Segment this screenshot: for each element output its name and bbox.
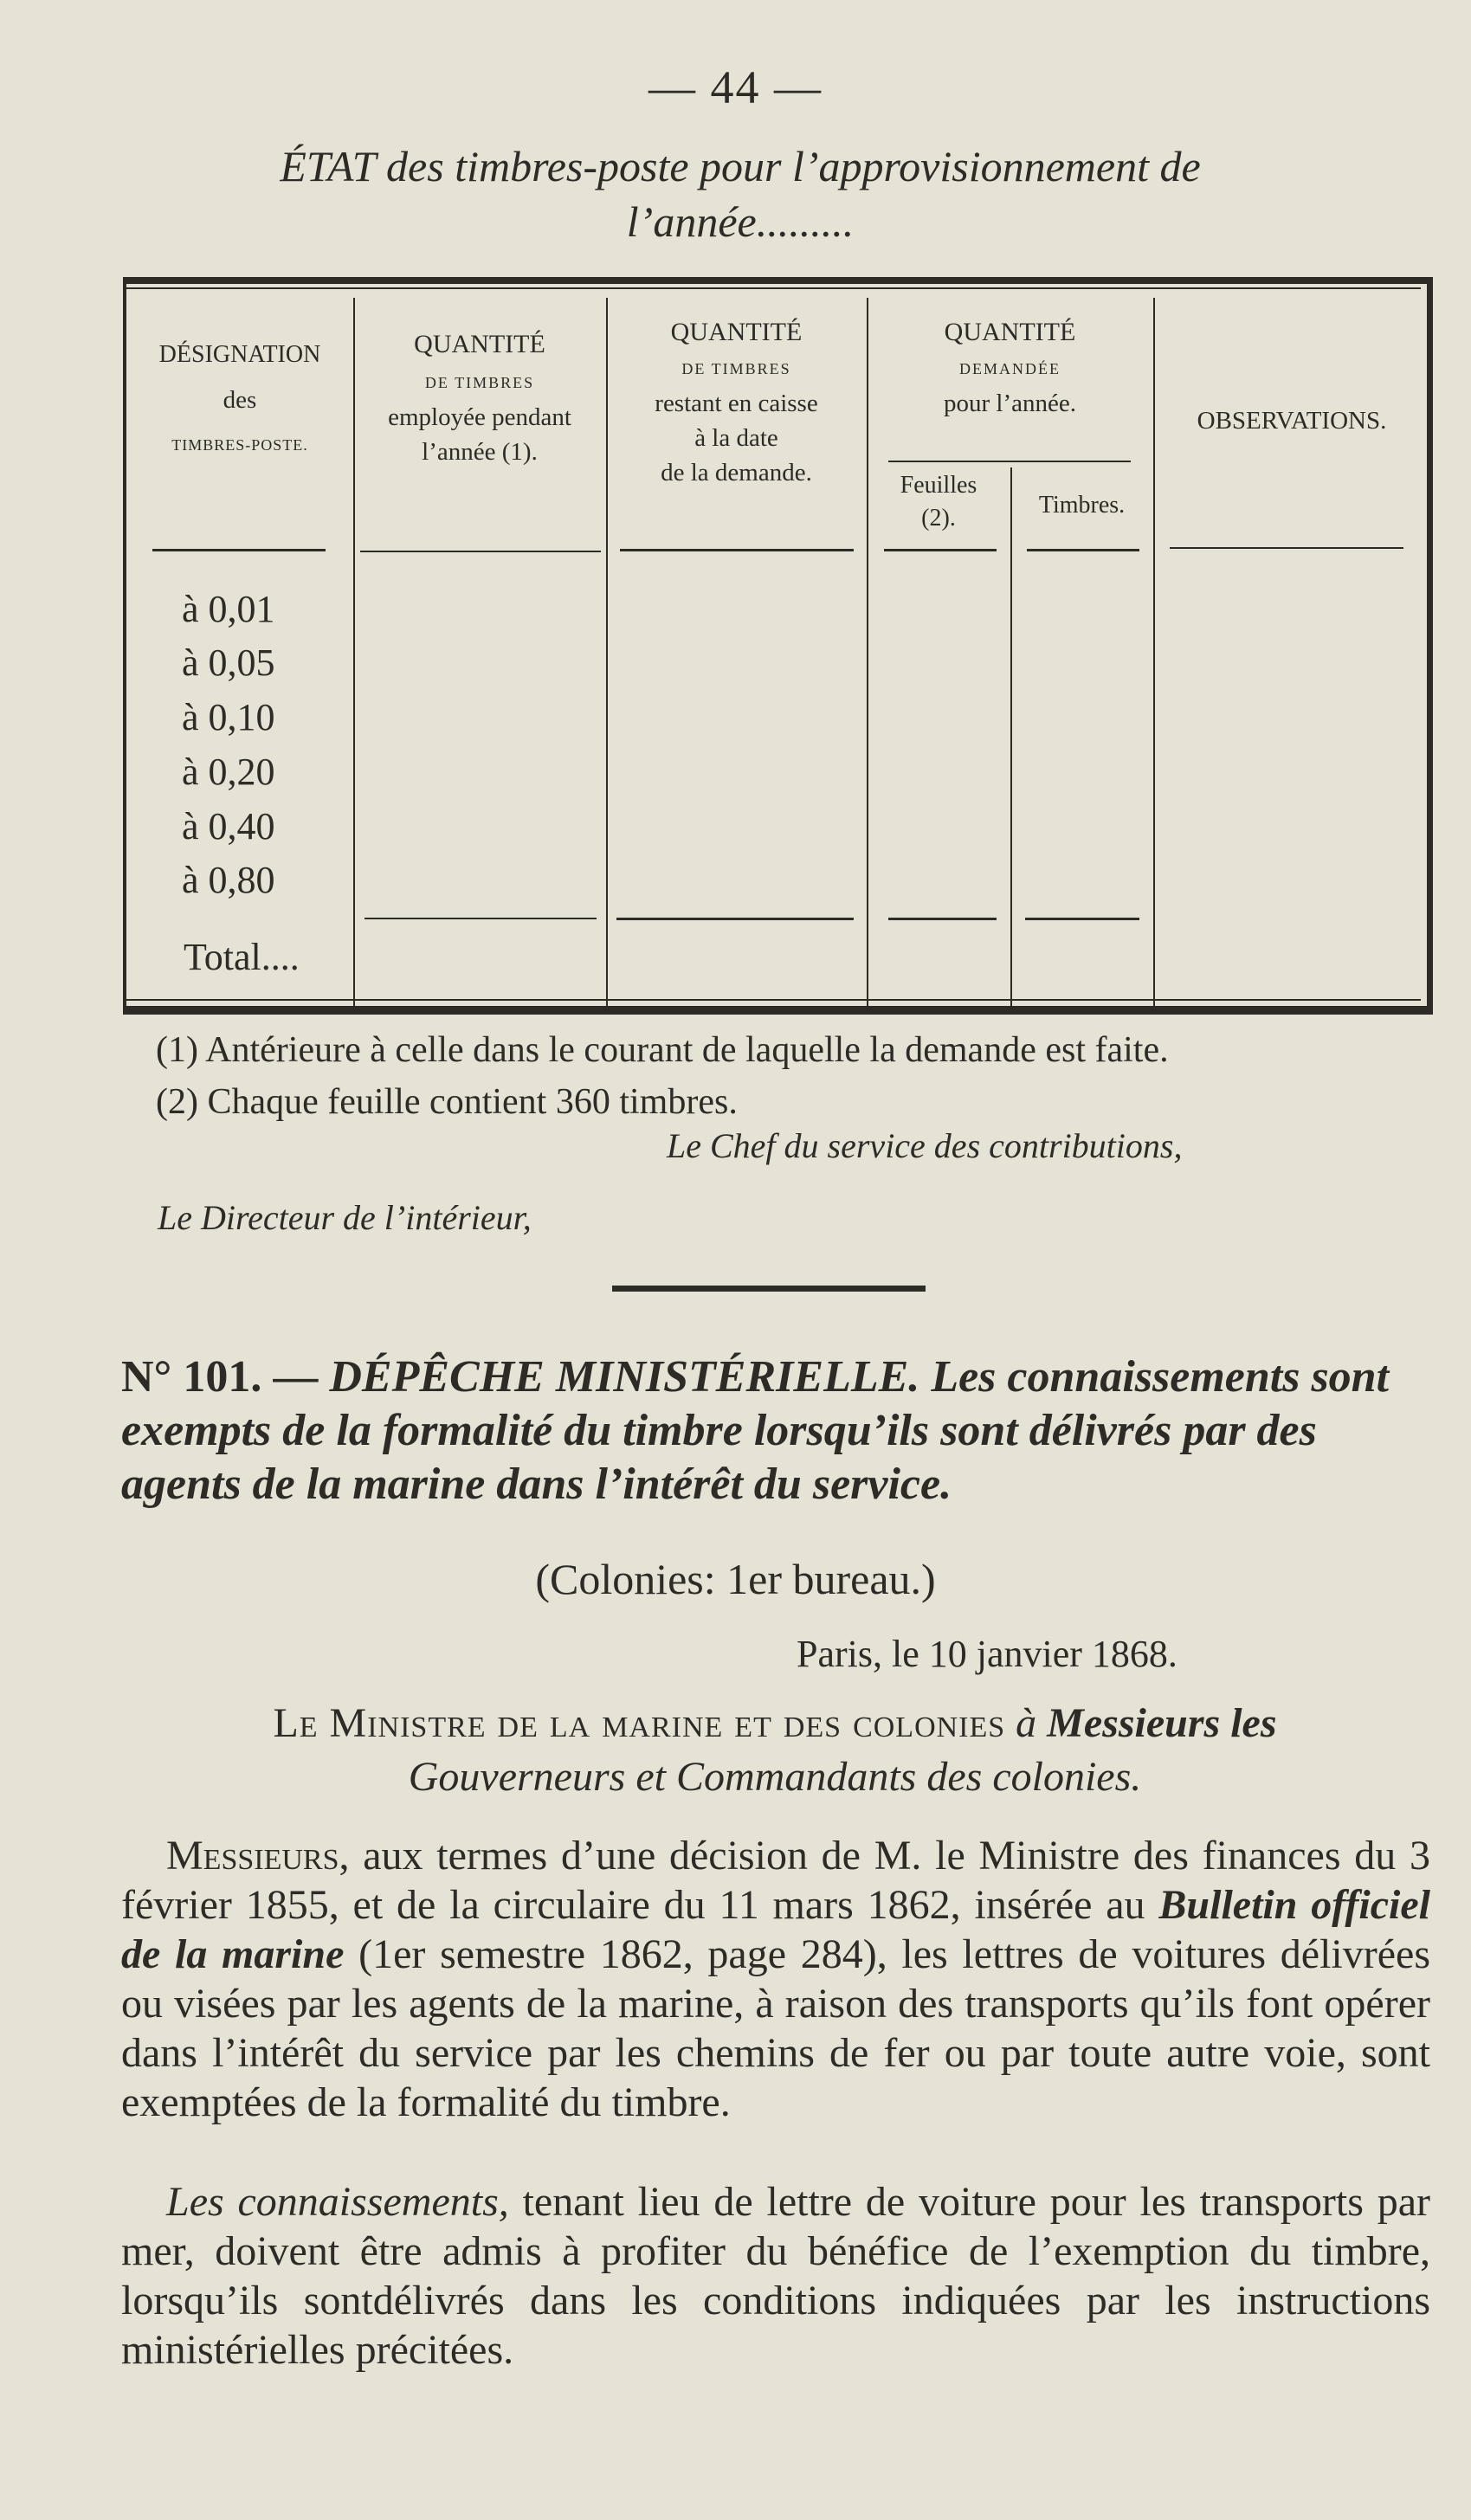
- demandee-sub-rule: [888, 461, 1131, 462]
- rate-row: à 0,01: [182, 588, 275, 630]
- rate-row: à 0,20: [182, 751, 275, 793]
- depeche-date: Paris, le 10 janvier 1868.: [797, 1633, 1177, 1675]
- para1-text-b: (1er semestre 1862, page 284), les lettres de voitures délivrées ou visées par les agents de la marine, à raison des transports qu’ils font opérer dans l’intérêt du service par les chemins de fer ou par toute autre voie, sont exemptées de la formalité du timbre.: [121, 1931, 1431, 2125]
- total-rule-4: [1025, 918, 1139, 920]
- depeche-number: N° 101. —: [121, 1352, 319, 1402]
- stamp-table: [123, 277, 1433, 1015]
- table-top-rule: [123, 277, 1433, 284]
- depeche-heading: [121, 1350, 1429, 1511]
- rate-row: à 0,40: [182, 805, 275, 848]
- header-timbres: Timbres.: [1038, 492, 1126, 519]
- salutation-messieurs: Messieurs les: [1047, 1700, 1277, 1746]
- total-rule-2: [616, 918, 854, 920]
- col-sep-feuilles: [1010, 467, 1012, 1008]
- para2-text: tenant lieu de lettre de voiture pour les transports par mer, doivent être admis à profiter du bénéfice de l’exemption du timbre, lorsqu’ils sontdélivrés dans les conditions indiquées par les instructions ministérielles précitées.: [121, 2179, 1431, 2373]
- rate-row: à 0,10: [182, 696, 275, 738]
- rate-row: à 0,05: [182, 641, 275, 684]
- salutation: [121, 1697, 1429, 1804]
- salutation-a: à: [1016, 1700, 1037, 1746]
- depeche-subtitle: (Colonies: 1er bureau.): [535, 1555, 936, 1603]
- signature-directeur: Le Directeur de l’intérieur,: [158, 1198, 532, 1237]
- paragraph-1: [121, 1831, 1430, 2127]
- table-bottom-rule-inner: [126, 999, 1421, 1001]
- para2-lead: Les connaissements,: [166, 2179, 509, 2225]
- header-rule-2: [360, 551, 601, 552]
- table-top-rule-inner: [126, 287, 1421, 289]
- footnotes: [156, 1024, 1169, 1128]
- para1-lead: Messieurs,: [166, 1833, 350, 1879]
- para1-bulletin: Bulletin officiel de la marine: [121, 1882, 1431, 1977]
- section-separator: [612, 1286, 926, 1292]
- header-designation: DÉSIGNATION des TIMBRES-POSTE.: [158, 341, 321, 454]
- table-bottom-rule: [123, 1006, 1433, 1015]
- signature-chef: Le Chef du service des contributions,: [667, 1126, 1183, 1165]
- header-rule-1: [152, 549, 326, 551]
- header-rule-5: [1027, 549, 1139, 551]
- total-rule-1: [365, 918, 597, 919]
- header-rule-4: [884, 549, 997, 551]
- table-title-line2: l’année.........: [626, 197, 855, 246]
- table-title: [156, 139, 1325, 249]
- header-observations: OBSERVATIONS.: [1197, 407, 1387, 435]
- salutation-minister: Le Ministre de la marine et des colonies: [273, 1700, 1006, 1746]
- total-rule-3: [888, 918, 997, 920]
- header-quantite-employee: QUANTITÉ DE TIMBRES employée pendant l’année (1).: [388, 330, 571, 466]
- total-label: Total....: [184, 936, 300, 978]
- depeche-summary: Les connaissements sont exempts de la formalité du timbre lorsqu’ils sont délivrés par des agents de la marine dans l’intérêt du service.: [121, 1352, 1390, 1509]
- salutation-gouverneurs: Gouverneurs et Commandants des colonies.: [408, 1754, 1142, 1800]
- paragraph-2: [121, 2177, 1430, 2375]
- header-rule-3: [620, 549, 854, 551]
- para1-text-a: aux termes d’une décision de M. le Ministre des finances du 3 février 1855, et de la circulaire du 11 mars 1862, insérée au: [121, 1833, 1430, 1928]
- depeche-title: DÉPÊCHE MINISTÉRIELLE.: [329, 1352, 920, 1402]
- header-rule-6: [1170, 547, 1403, 549]
- header-quantite-demandee: QUANTITÉ DEMANDÉE pour l’année.: [944, 318, 1076, 417]
- page-number: — 44 —: [648, 61, 823, 113]
- header-feuilles: Feuilles (2).: [900, 472, 977, 532]
- rate-row: à 0,80: [182, 859, 275, 901]
- header-quantite-restant: QUANTITÉ DE TIMBRES restant en caisse à la date de la demande.: [655, 318, 818, 487]
- table-title-line1: ÉTAT des timbres-poste pour l’approvisionnement de: [280, 142, 1201, 190]
- footnote-1: (1) Antérieure à celle dans le courant de laquelle la demande est faite.: [156, 1030, 1169, 1070]
- footnote-2: (2) Chaque feuille contient 360 timbres.: [156, 1082, 738, 1122]
